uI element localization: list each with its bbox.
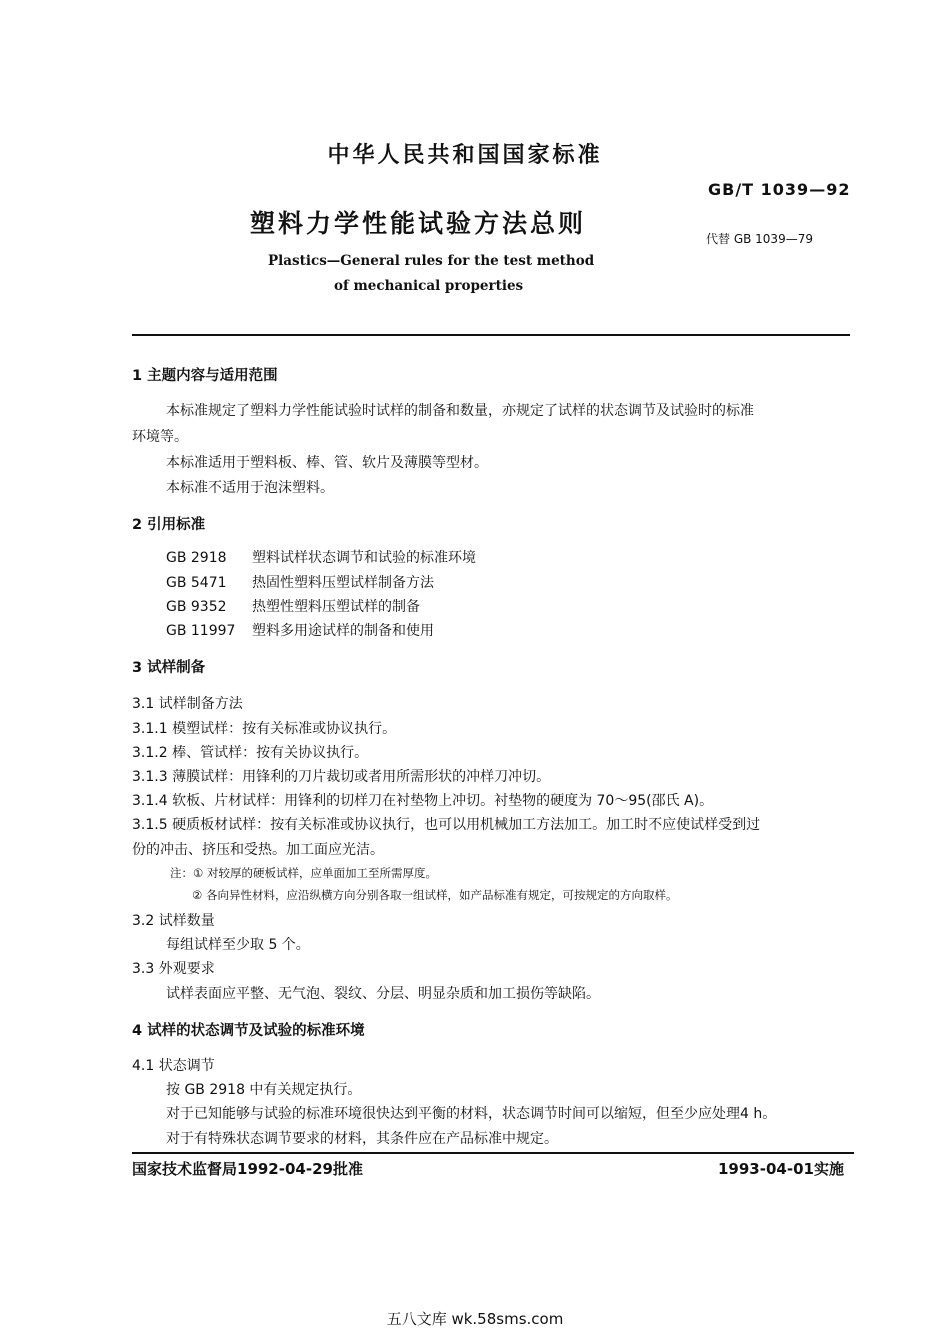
reference-title: 塑料多用途试样的制备和使用 xyxy=(252,623,434,639)
section4-heading: 4 试样的状态调节及试验的标准环境 xyxy=(132,1023,365,1039)
document-title: 塑料力学性能试验方法总则 xyxy=(250,209,587,238)
clause-3-1-1: 3.1.1 模塑试样：按有关标准或协议执行。 xyxy=(132,721,397,737)
reference-code: GB 2918 xyxy=(166,550,227,566)
replaces-note: 代替 GB 1039—79 xyxy=(706,232,813,246)
reference-code: GB 11997 xyxy=(166,623,236,639)
reference-title: 热塑性塑料压塑试样的制备 xyxy=(252,599,420,615)
reference-item xyxy=(166,620,434,640)
approval-date: 国家技术监督局1992-04-29批准 xyxy=(132,1160,363,1178)
reference-title: 热固性塑料压塑试样制备方法 xyxy=(252,575,434,591)
reference-title: 塑料试样状态调节和试验的标准环境 xyxy=(252,550,476,566)
site-watermark: 五八文库 wk.58sms.com xyxy=(386,1310,564,1328)
english-title-line2: of mechanical properties xyxy=(334,278,524,294)
footer-divider xyxy=(132,1152,854,1154)
reference-item xyxy=(166,572,434,592)
standard-number: GB/T 1039—92 xyxy=(708,180,851,199)
section1-paragraph1-line1: 本标准规定了塑料力学性能试验时试样的制备和数量，亦规定了试样的状态调节及试验时的标准 xyxy=(166,403,754,419)
implementation-date: 1993-04-01实施 xyxy=(718,1160,844,1178)
clause-3-1-5-line2: 份的冲击、挤压和受热。加工面应光洁。 xyxy=(132,842,384,858)
section1-paragraph1-line2: 环境等。 xyxy=(132,429,188,445)
clause-3-1-4: 3.1.4 软板、片材试样：用锋利的切样刀在衬垫物上冲切。衬垫物的硬度为 70～95(邵氏 A)。 xyxy=(132,793,714,809)
reference-code: GB 9352 xyxy=(166,599,227,615)
note-2: ② 各向异性材料，应沿纵横方向分别各取一组试样，如产品标准有规定，可按规定的方向取样。 xyxy=(192,888,678,902)
note-1: 注：① 对较厚的硬板试样，应单面加工至所需厚度。 xyxy=(170,866,437,880)
reference-code: GB 5471 xyxy=(166,575,227,591)
clause-3-1: 3.1 试样制备方法 xyxy=(132,696,243,712)
clause-3-3-text: 试样表面应平整、无气泡、裂纹、分层、明显杂质和加工损伤等缺陷。 xyxy=(166,986,600,1002)
section2-heading: 2 引用标准 xyxy=(132,517,206,533)
clause-4-1: 4.1 状态调节 xyxy=(132,1058,215,1074)
section3-heading: 3 试样制备 xyxy=(132,660,206,676)
clause-3-1-2: 3.1.2 棒、管试样：按有关协议执行。 xyxy=(132,745,369,761)
english-title-line1: Plastics—General rules for the test method xyxy=(268,253,595,269)
clause-3-1-5-line1: 3.1.5 硬质板材试样：按有关标准或协议执行，也可以用机械加工方法加工。加工时不应使试样受到过 xyxy=(132,817,761,833)
reference-item xyxy=(166,596,420,616)
reference-item xyxy=(166,547,476,567)
national-standard-heading: 中华人民共和国国家标准 xyxy=(327,143,603,168)
clause-4-1-line1: 按 GB 2918 中有关规定执行。 xyxy=(166,1082,362,1098)
header-divider xyxy=(132,334,850,336)
clause-3-2: 3.2 试样数量 xyxy=(132,913,215,929)
clause-3-3: 3.3 外观要求 xyxy=(132,961,215,977)
clause-3-1-3: 3.1.3 薄膜试样：用锋利的刀片裁切或者用所需形状的冲样刀冲切。 xyxy=(132,769,551,785)
section1-heading: 1 主题内容与适用范围 xyxy=(132,368,278,384)
section1-paragraph3: 本标准不适用于泡沫塑料。 xyxy=(166,480,334,496)
clause-3-2-text: 每组试样至少取 5 个。 xyxy=(166,937,310,953)
clause-4-1-line2: 对于已知能够与试验的标准环境很快达到平衡的材料，状态调节时间可以缩短，但至少应处理4 h。 xyxy=(166,1106,777,1122)
clause-4-1-line3: 对于有特殊状态调节要求的材料，其条件应在产品标准中规定。 xyxy=(166,1131,558,1147)
section1-paragraph2: 本标准适用于塑料板、棒、管、软片及薄膜等型材。 xyxy=(166,455,488,471)
